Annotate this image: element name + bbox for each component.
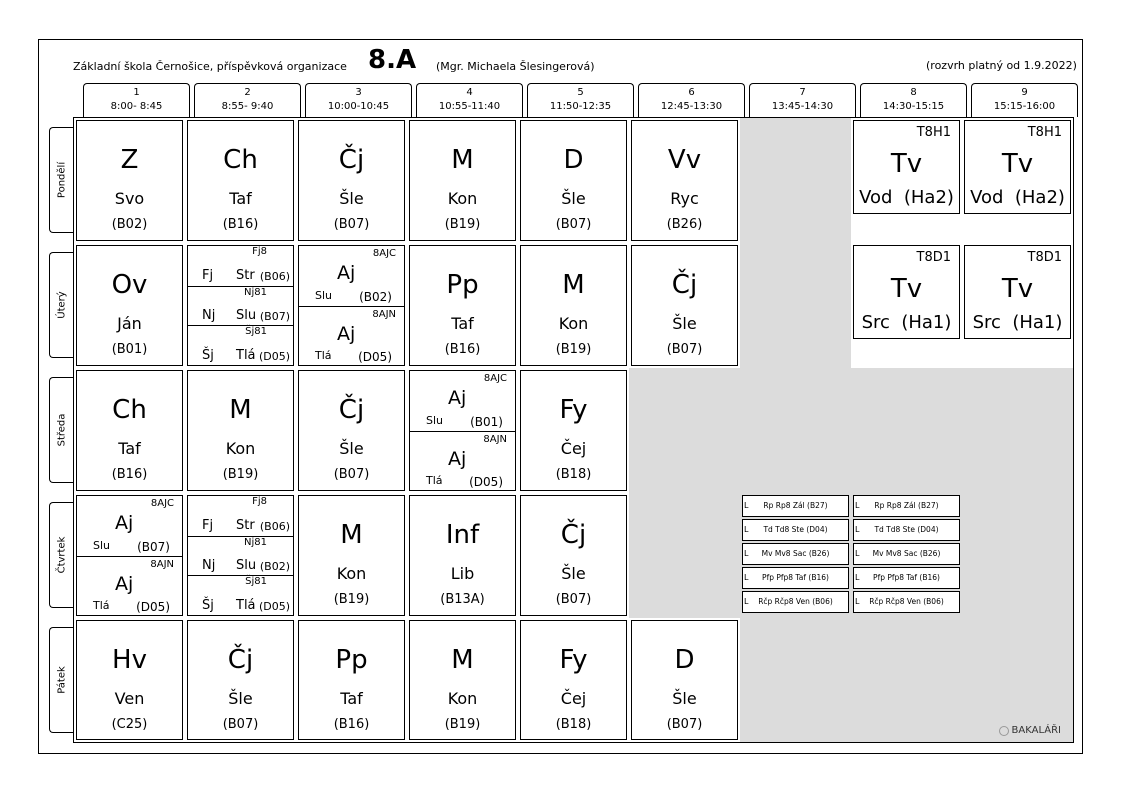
lesson-cell[interactable]: T8D1 Tv Src (Ha1) [851,243,962,368]
split-lesson-cell[interactable]: 8AJC Aj Slu (B07) 8AJN Aj Tlá (D05) [74,493,185,618]
lesson-cell[interactable]: M Kon (B19) [407,618,518,742]
lesson-cell[interactable]: Ch Taf (B16) [74,368,185,493]
lesson-cell[interactable]: Čj Šle (B07) [296,368,407,493]
day-label: Úterý [49,252,73,358]
split-lesson-cell[interactable]: Fj8 Fj Str (B06) Nj81 Nj Slu (B07) Šj81 Šj Tlá (D05) [185,243,296,368]
empty-cell [962,493,1073,618]
empty-cell [740,618,1073,742]
empty-cell [740,118,851,243]
lesson-cell[interactable]: M Kon (B19) [185,368,296,493]
lesson-cell[interactable]: Inf Lib (B13A) [407,493,518,618]
lesson-cell[interactable]: T8H1 Tv Vod (Ha2) [851,118,962,243]
period-header: 2 8:55- 9:40 [194,83,301,117]
period-header: 6 12:45-13:30 [638,83,745,117]
lesson-cell[interactable]: M Kon (B19) [407,118,518,243]
lesson-cell[interactable]: M Kon (B19) [296,493,407,618]
period-header: 9 15:15-16:00 [971,83,1078,117]
lesson-cell[interactable]: Ch Taf (B16) [185,118,296,243]
split-lesson-cell[interactable]: 8AJC Aj Slu (B02) 8AJN Aj Tlá (D05) [296,243,407,368]
split-lesson-cell[interactable]: 8AJC Aj Slu (B01) 8AJN Aj Tlá (D05) [407,368,518,493]
period-header: 8 14:30-15:15 [860,83,967,117]
lesson-cell[interactable]: Vv Ryc (B26) [629,118,740,243]
elective-item[interactable]: L Td Td8 Ste (D04) [853,519,960,541]
period-header: 5 11:50-12:35 [527,83,634,117]
lesson-cell[interactable]: T8H1 Tv Vod (Ha2) [962,118,1073,243]
elective-item[interactable]: L Td Td8 Ste (D04) [742,519,849,541]
day-label: Středa [49,377,73,483]
elective-item[interactable]: L Pfp Pfp8 Taf (B16) [853,567,960,589]
lesson-cell[interactable]: D Šle (B07) [629,618,740,742]
brand-logo: BAKALÁŘI [999,725,1061,736]
lesson-cell[interactable]: Pp Taf (B16) [296,618,407,742]
lesson-cell[interactable]: T8D1 Tv Src (Ha1) [962,243,1073,368]
lesson-cell[interactable]: D Šle (B07) [518,118,629,243]
lesson-cell[interactable]: Fy Čej (B18) [518,368,629,493]
period-header: 4 10:55-11:40 [416,83,523,117]
elective-cell[interactable] [851,493,962,618]
lesson-cell[interactable]: M Kon (B19) [518,243,629,368]
lesson-cell[interactable]: Čj Šle (B07) [518,493,629,618]
lesson-cell[interactable]: Z Svo (B02) [74,118,185,243]
elective-item[interactable]: L Pfp Pfp8 Taf (B16) [742,567,849,589]
lesson-cell[interactable]: Čj Šle (B07) [185,618,296,742]
timetable-grid [73,117,1074,743]
class-title: 8.A [368,45,417,75]
period-header: 7 13:45-14:30 [749,83,856,117]
validity-note: (rozvrh platný od 1.9.2022) [926,59,1077,72]
day-label: Pátek [49,627,73,733]
elective-item[interactable]: L Rp Rp8 Zál (B27) [853,495,960,517]
elective-item[interactable]: L Rp Rp8 Zál (B27) [742,495,849,517]
lesson-cell[interactable]: Ov Ján (B01) [74,243,185,368]
elective-item[interactable]: L Mv Mv8 Sac (B26) [853,543,960,565]
gear-icon [999,726,1009,736]
empty-cell [629,368,1073,493]
class-teacher: (Mgr. Michaela Šlesingerová) [436,60,595,73]
empty-cell [629,493,740,618]
elective-cell[interactable] [740,493,851,618]
elective-item[interactable]: L Rčp Rčp8 Ven (B06) [853,591,960,613]
lesson-cell[interactable]: Hv Ven (C25) [74,618,185,742]
elective-item[interactable]: L Mv Mv8 Sac (B26) [742,543,849,565]
lesson-cell[interactable]: Pp Taf (B16) [407,243,518,368]
split-lesson-cell[interactable]: Fj8 Fj Str (B06) Nj81 Nj Slu (B02) Šj81 Šj Tlá (D05) [185,493,296,618]
day-label: Čtvrtek [49,502,73,608]
lesson-cell[interactable]: Čj Šle (B07) [296,118,407,243]
lesson-cell[interactable]: Fy Čej (B18) [518,618,629,742]
elective-item[interactable]: L Rčp Rčp8 Ven (B06) [742,591,849,613]
empty-cell [740,243,851,368]
period-header: 3 10:00-10:45 [305,83,412,117]
school-name: Základní škola Černošice, příspěvková organizace [73,60,347,73]
period-header: 1 8:00- 8:45 [83,83,190,117]
day-label: Pondělí [49,127,73,233]
lesson-cell[interactable]: Čj Šle (B07) [629,243,740,368]
